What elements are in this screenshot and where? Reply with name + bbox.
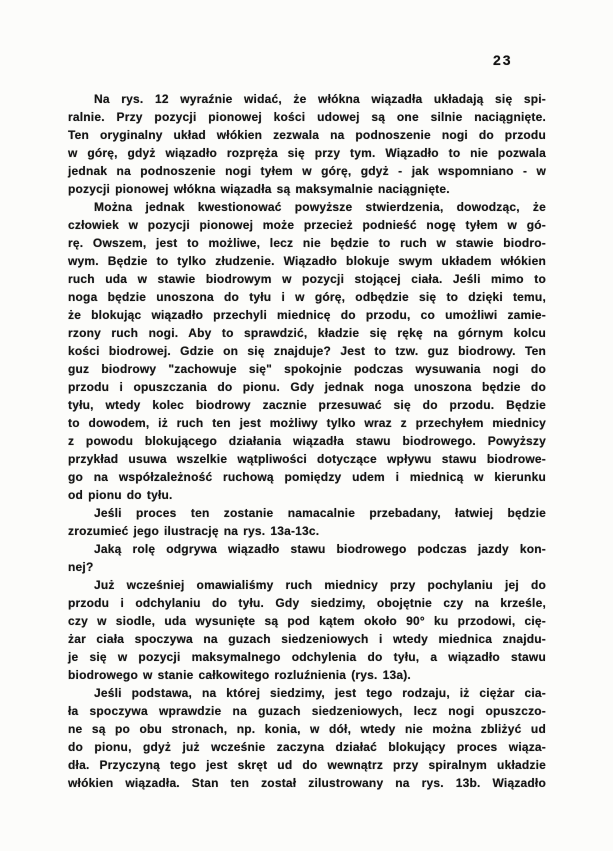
text-line: Ten oryginalny układ włókien zezwala na podnoszenie nogi do przodu: [68, 128, 546, 142]
text-line: ruch uda w stawie biodrowym w pozycji stojącej ciała. Jeśli mimo to: [68, 272, 546, 286]
text-line: Jeśli podstawa, na której siedzimy, jest tego rodzaju, iż ciężar cia-: [94, 686, 546, 700]
text-line: przykład usuwa wszelkie wątpliwości dotyczące wpływu stawu biodrowe-: [68, 452, 546, 466]
text-line: to dowodem, iż ruch ten jest możliwy tylko wraz z przechyłem miednicy: [68, 416, 546, 430]
text-line: czy w siodle, uda wysunięte są pod kątem około 90° ku przodowi, cię-: [68, 614, 546, 628]
text-line: noga będzie unoszona do tyłu i w górę, odbędzie się to dzięki temu,: [68, 290, 546, 304]
body-text: [68, 90, 546, 792]
text-line: człowiek w pozycji pionowej może przecież podnieść nogę tyłem w gó-: [68, 218, 546, 232]
text-line: ła spoczywa wprawdzie na guzach siedzeniowych, lecz nogi opuszczo-: [68, 704, 546, 718]
text-line: Jeśli proces ten zostanie namacalnie przebadany, łatwiej będzie: [94, 506, 546, 520]
text-line: Jaką rolę odgrywa wiązadło stawu biodrowego podczas jazdy kon-: [94, 542, 546, 556]
text-line: rzony ruch nogi. Aby to sprawdzić, kładzie się rękę na górnym kolcu: [68, 326, 546, 340]
text-line: do pionu, gdyż już wcześnie zaczyna działać blokujący proces wiąza-: [68, 740, 546, 754]
page-number: 23: [493, 52, 513, 68]
text-line: rę. Owszem, jest to możliwe, lecz nie będzie to ruch w stawie biodro-: [68, 236, 546, 250]
text-line: wym. Będzie to tylko złudzenie. Wiązadło blokuje swym układem włókien: [68, 254, 546, 268]
text-line: ne są po obu stronach, np. konia, w dół, wtedy nie można zbliżyć ud: [68, 722, 546, 736]
text-line: go na współzależność ruchową pomiędzy udem i miednicą w kierunku: [68, 470, 546, 484]
text-line: nej?: [68, 560, 94, 574]
text-line: żar ciała spoczywa na guzach siedzeniowych i wtedy miednica znajdu-: [68, 632, 546, 646]
text-line: pozycji pionowej włókna wiązadła są maksymalnie naciągnięte.: [68, 182, 450, 196]
text-line: w górę, gdyż wiązadło rozpręża się przy tym. Wiązadło to nie pozwala: [68, 146, 546, 160]
text-line: kości biodrowej. Gdzie on się znajduje? Jest to tzw. guz biodrowy. Ten: [68, 344, 546, 358]
text-line: włókien wiązadła. Stan ten został zilustrowany na rys. 13b. Wiązadło: [68, 776, 546, 790]
text-line: dła. Przyczyną tego jest skręt ud do wewnątrz przy spiralnym układzie: [68, 758, 546, 772]
text-line: Już wcześniej omawialiśmy ruch miednicy przy pochylaniu jej do: [94, 578, 546, 592]
text-line: Na rys. 12 wyraźnie widać, że włókna wiązadła układają się spi-: [94, 92, 546, 106]
text-line: biodrowego w stanie całkowitego rozluźnienia (rys. 13a).: [68, 668, 411, 682]
text-line: ralnie. Przy pozycji pionowej kości udowej są one silnie naciągnięte.: [68, 110, 546, 124]
text-line: że blokując wiązadło przechyli miednicę do przodu, co umożliwi zamie-: [68, 308, 546, 322]
text-line: z powodu blokującego działania wiązadła stawu biodrowego. Powyższy: [68, 434, 546, 448]
text-line: tyłu, wtedy kolec biodrowy zacznie przesuwać się do przodu. Będzie: [68, 398, 546, 412]
text-line: je się w pozycji maksymalnego odchylenia do tyłu, a wiązadło stawu: [68, 650, 546, 664]
text-line: zrozumieć jego ilustrację na rys. 13a-13c.: [68, 524, 320, 538]
text-line: Można jednak kwestionować powyższe stwierdzenia, dowodząc, że: [94, 200, 546, 214]
text-line: przodu i opuszczania do pionu. Gdy jednak noga unoszona będzie do: [68, 380, 546, 394]
text-line: przodu i odchylaniu do tyłu. Gdy siedzimy, obojętnie czy na krześle,: [68, 596, 546, 610]
text-line: guz biodrowy "zachowuje się" spokojnie podczas wysuwania nogi do: [68, 362, 546, 376]
text-line: jednak na podnoszenie nogi tyłem w górę, gdyż - jak wspomniano - w: [68, 164, 546, 178]
text-line: od pionu do tyłu.: [68, 488, 173, 502]
